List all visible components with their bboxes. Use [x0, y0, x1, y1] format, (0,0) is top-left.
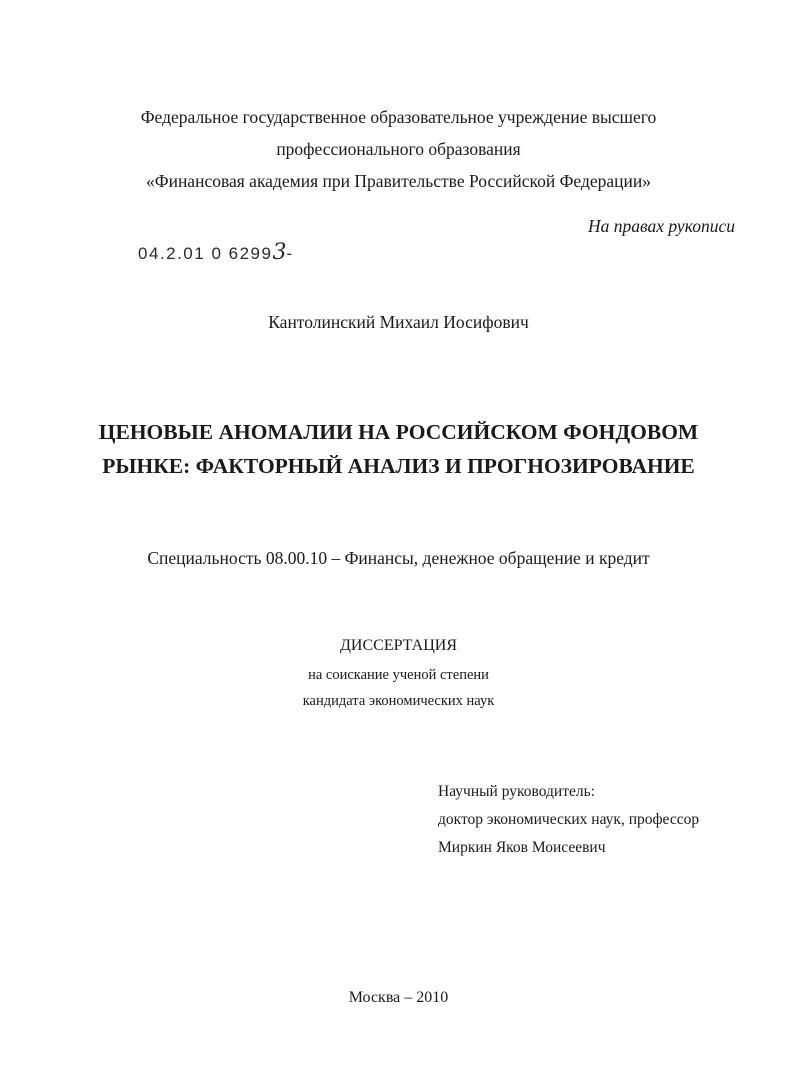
institution-line-2: профессионального образования — [276, 139, 521, 159]
institution-line-3: «Финансовая академия при Правительстве Российской Федерации» — [146, 171, 651, 191]
manuscript-mark: На правах рукописи — [588, 216, 735, 236]
registry-number-trailing: - — [286, 244, 294, 263]
thesis-title-line-1: ЦЕНОВЫЕ АНОМАЛИИ НА РОССИЙСКОМ ФОНДОВОМ — [98, 420, 699, 444]
dissertation-degree-line-2: кандидата экономических наук — [302, 693, 495, 709]
supervisor-name: Миркин Яков Моисеевич — [438, 839, 606, 856]
specialty: Специальность 08.00.10 – Финансы, денежное обращение и кредит — [147, 548, 650, 568]
dissertation-type: ДИССЕРТАЦИЯ — [340, 637, 457, 654]
institution-line-1: Федеральное государственное образовательное учреждение высшего — [140, 107, 657, 127]
city-year: Москва – 2010 — [348, 989, 449, 1006]
dissertation-degree-line-1: на соискание ученой степени — [308, 667, 489, 683]
registry-number-handwritten: 3 — [272, 240, 287, 265]
thesis-title-line-2: РЫНКЕ: ФАКТОРНЫЙ АНАЛИЗ И ПРОГНОЗИРОВАНИЕ — [102, 454, 695, 478]
author-name: Кантолинский Михаил Иосифович — [268, 312, 529, 332]
supervisor-heading: Научный руководитель: — [438, 783, 595, 800]
supervisor-degree: доктор экономических наук, профессор — [438, 811, 700, 828]
registry-number-printed: 04.2.01 0 6299 — [138, 244, 273, 263]
registry-number — [138, 240, 294, 265]
